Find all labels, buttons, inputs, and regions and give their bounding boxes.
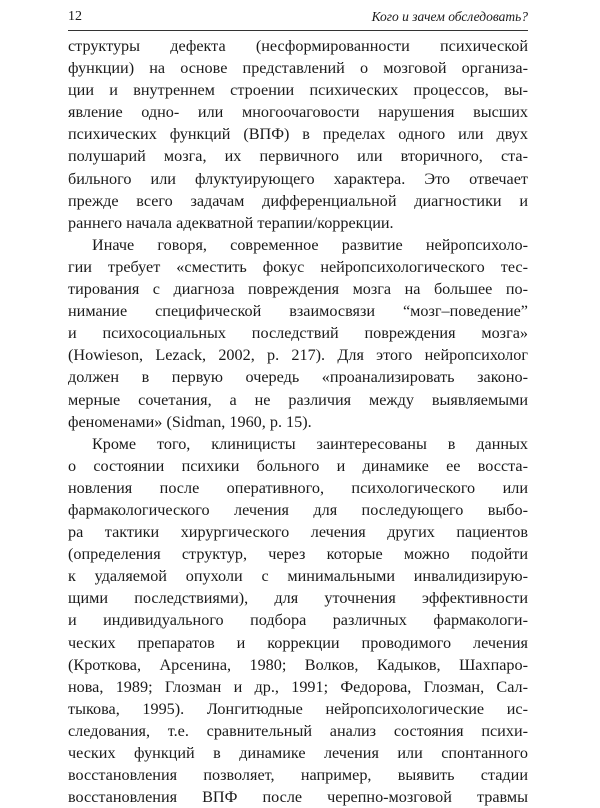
page-header: [68, 6, 528, 31]
text-line: тирования с диагноза повреждения мозга на большее по-: [68, 280, 528, 299]
text-line: явление одно- или многоочаговости нарушения высших: [68, 103, 528, 122]
text-line: и индивидуального подбора различных фармакологи-: [68, 611, 528, 630]
text-line: прежде всего задачам дифференциальной диагностики и: [68, 191, 528, 210]
text-line: к удаляемой опухоли с минимальными инвалидизирую-: [68, 567, 528, 586]
text-line: Кроме того, клиницисты заинтересованы в данных: [92, 434, 528, 453]
text-line: (определения структур, через которые можно подойти: [68, 545, 528, 564]
text-line: нимание специфической взаимосвязи “мозг–поведение”: [68, 302, 528, 321]
text-line: психических функций (ВПФ) в пределах одного или двух: [68, 125, 528, 144]
text-line: (Кроткова, Арсенина, 1980; Волков, Кадыков, Шахпаро-: [68, 655, 528, 674]
text-line: функции) на основе представлений о мозговой организа-: [68, 59, 528, 78]
text-line: (Howieson, Lezack, 2002, p. 217). Для этого нейропсихолог: [68, 346, 528, 365]
text-line: ческих функций в динамике лечения или спонтанного: [68, 744, 528, 762]
text-line: феноменами» (Sidman, 1960, p. 15).: [68, 412, 312, 431]
text-line: восстановления позволяет, например, выявить стадии: [68, 766, 528, 785]
text-line: следования, т.е. сравнительный анализ состояния психи-: [68, 721, 528, 740]
text-line: тыкова, 1995). Лонгитюдные нейропсихологические ис-: [68, 699, 528, 718]
text-line: нова, 1989; Глозман и др., 1991; Федорова, Глозман, Сал-: [68, 677, 528, 696]
text-line: фармакологического лечения для последующего выбо-: [68, 500, 528, 519]
text-line: восстановления ВПФ после черепно-мозговой травмы: [68, 788, 528, 807]
text-line: мерные сочетания, а не различия между выявляемыми: [68, 390, 528, 409]
text-line: гии требует «сместить фокус нейропсихологического тес-: [68, 257, 528, 276]
text-line: ра тактики хирургического лечения других пациентов: [68, 523, 528, 542]
text-line: новления после оперативного, психологического или: [68, 478, 528, 497]
running-head: Кого и зачем обследовать?: [371, 9, 528, 24]
text-line: полушарий мозга, их первичного или вторичного, ста-: [68, 147, 528, 166]
text-line: раннего начала адекватной терапии/коррекции.: [68, 213, 394, 232]
text-line: ческих препаратов и коррекции проводимого лечения: [68, 633, 528, 652]
text-line: Иначе говоря, современное развитие нейропсихоло-: [92, 235, 528, 254]
text-line: ции и внутреннем строении психических процессов, вы-: [68, 81, 528, 100]
text-line: щими последствиями), для уточнения эффективности: [68, 589, 528, 608]
page-number: 12: [68, 9, 82, 24]
text-line: и психосоциальных последствий повреждения мозга»: [68, 324, 528, 343]
text-line: бильного или флуктуирующего характера. Это отвечает: [68, 169, 528, 188]
text-line: структуры дефекта (несформированности психической: [68, 37, 528, 55]
body-text: [68, 35, 528, 808]
text-line: о состоянии психики больного и динамике ее восста-: [68, 456, 528, 475]
text-line: должен в первую очередь «проанализировать законо-: [68, 368, 528, 387]
